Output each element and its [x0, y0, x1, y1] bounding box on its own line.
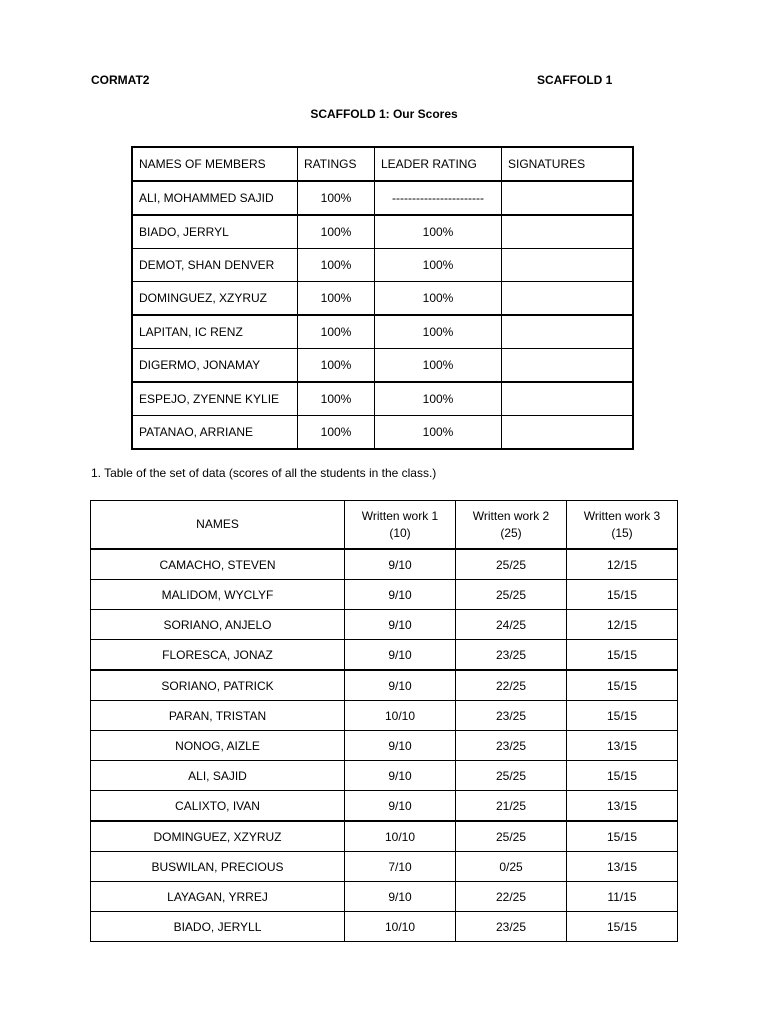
written-work-2-score: 25/25 [456, 761, 567, 791]
member-row [132, 282, 633, 316]
member-name: DOMINGUEZ, XZYRUZ [132, 282, 298, 316]
written-work-2-score: 23/25 [456, 731, 567, 761]
student-name: FLORESCA, JONAZ [91, 640, 345, 671]
written-work-3-score: 15/15 [567, 640, 678, 671]
leader-rating: 100% [375, 215, 502, 249]
student-score-row [91, 701, 678, 731]
student-score-row [91, 882, 678, 912]
written-work-3-score: 15/15 [567, 670, 678, 701]
written-work-1-score: 9/10 [345, 640, 456, 671]
member-row [132, 181, 633, 215]
leader-rating: 100% [375, 416, 502, 450]
written-work-2-score: 23/25 [456, 912, 567, 942]
written-work-1-score: 9/10 [345, 610, 456, 640]
written-work-3-score: 15/15 [567, 761, 678, 791]
written-work-2-score: 21/25 [456, 791, 567, 822]
document-title: SCAFFOLD 1: Our Scores [310, 107, 458, 121]
written-work-2-score: 23/25 [456, 640, 567, 671]
student-score-row [91, 610, 678, 640]
written-work-1-score: 9/10 [345, 670, 456, 701]
col-header-leader-rating: LEADER RATING [375, 147, 502, 181]
written-work-3-score: 15/15 [567, 821, 678, 852]
written-work-1-score: 9/10 [345, 731, 456, 761]
member-row [132, 249, 633, 282]
written-work-2-score: 25/25 [456, 821, 567, 852]
written-work-3-score: 13/15 [567, 852, 678, 882]
written-work-2-score: 23/25 [456, 701, 567, 731]
student-name: CAMACHO, STEVEN [91, 549, 345, 580]
member-rating: 100% [298, 416, 375, 450]
signature-cell [502, 181, 634, 215]
student-score-row [91, 549, 678, 580]
members-table-header-row [132, 147, 633, 181]
written-work-1-score: 9/10 [345, 882, 456, 912]
member-name: BIADO, JERRYL [132, 215, 298, 249]
col-header-signatures: SIGNATURES [502, 147, 634, 181]
written-work-3-score: 12/15 [567, 549, 678, 580]
col-header-written-work-2: Written work 2 (25) [456, 501, 567, 550]
col-header-written-work-1: Written work 1 (10) [345, 501, 456, 550]
member-row [132, 215, 633, 249]
member-name: PATANAO, ARRIANE [132, 416, 298, 450]
student-name: BIADO, JERYLL [91, 912, 345, 942]
student-score-row [91, 761, 678, 791]
student-name: NONOG, AIZLE [91, 731, 345, 761]
student-name: SORIANO, PATRICK [91, 670, 345, 701]
student-score-row [91, 640, 678, 671]
student-name: DOMINGUEZ, XZYRUZ [91, 821, 345, 852]
header-course-code: CORMAT2 [91, 73, 150, 87]
member-row [132, 315, 633, 349]
written-work-3-score: 15/15 [567, 701, 678, 731]
student-name: BUSWILAN, PRECIOUS [91, 852, 345, 882]
member-name: DIGERMO, JONAMAY [132, 349, 298, 383]
leader-rating: 100% [375, 382, 502, 416]
member-name: DEMOT, SHAN DENVER [132, 249, 298, 282]
written-work-1-score: 10/10 [345, 821, 456, 852]
member-name: ALI, MOHAMMED SAJID [132, 181, 298, 215]
col-header-names: NAMES [91, 501, 345, 550]
leader-rating: 100% [375, 349, 502, 383]
written-work-3-score: 12/15 [567, 610, 678, 640]
instruction-text: 1. Table of the set of data (scores of all the students in the class.) [91, 466, 437, 480]
written-work-1-score: 9/10 [345, 549, 456, 580]
leader-rating: 100% [375, 249, 502, 282]
written-work-3-score: 15/15 [567, 580, 678, 610]
member-rating: 100% [298, 382, 375, 416]
written-work-1-score: 9/10 [345, 580, 456, 610]
written-work-2-score: 22/25 [456, 670, 567, 701]
student-name: ALI, SAJID [91, 761, 345, 791]
col-header-ratings: RATINGS [298, 147, 375, 181]
student-score-row [91, 821, 678, 852]
member-rating: 100% [298, 181, 375, 215]
signature-cell [502, 315, 634, 349]
written-work-1-score: 10/10 [345, 912, 456, 942]
member-row [132, 349, 633, 383]
written-work-1-score: 9/10 [345, 791, 456, 822]
student-score-row [91, 670, 678, 701]
written-work-3-score: 13/15 [567, 731, 678, 761]
member-rating: 100% [298, 215, 375, 249]
written-work-2-score: 22/25 [456, 882, 567, 912]
member-rating: 100% [298, 249, 375, 282]
student-score-row [91, 852, 678, 882]
member-rating: 100% [298, 315, 375, 349]
scores-table-header-row [91, 501, 678, 550]
written-work-3-score: 11/15 [567, 882, 678, 912]
signature-cell [502, 349, 634, 383]
members-rating-table [131, 146, 634, 450]
student-name: MALIDOM, WYCLYF [91, 580, 345, 610]
written-work-2-score: 25/25 [456, 580, 567, 610]
student-name: CALIXTO, IVAN [91, 791, 345, 822]
written-work-1-score: 10/10 [345, 701, 456, 731]
written-work-1-score: 7/10 [345, 852, 456, 882]
member-row [132, 416, 633, 450]
member-name: LAPITAN, IC RENZ [132, 315, 298, 349]
leader-rating: 100% [375, 315, 502, 349]
member-rating: 100% [298, 349, 375, 383]
student-name: SORIANO, ANJELO [91, 610, 345, 640]
leader-rating: ----------------------- [375, 181, 502, 215]
written-work-2-score: 24/25 [456, 610, 567, 640]
member-row [132, 382, 633, 416]
written-work-2-score: 25/25 [456, 549, 567, 580]
student-score-row [91, 791, 678, 822]
signature-cell [502, 282, 634, 316]
signature-cell [502, 215, 634, 249]
member-name: ESPEJO, ZYENNE KYLIE [132, 382, 298, 416]
student-score-row [91, 731, 678, 761]
student-score-row [91, 580, 678, 610]
signature-cell [502, 382, 634, 416]
col-header-written-work-3: Written work 3 (15) [567, 501, 678, 550]
leader-rating: 100% [375, 282, 502, 316]
col-header-names-of-members: NAMES OF MEMBERS [132, 147, 298, 181]
student-score-row [91, 912, 678, 942]
student-name: LAYAGAN, YRREJ [91, 882, 345, 912]
signature-cell [502, 416, 634, 450]
header-scaffold-label: SCAFFOLD 1 [537, 73, 613, 87]
student-name: PARAN, TRISTAN [91, 701, 345, 731]
written-work-3-score: 13/15 [567, 791, 678, 822]
member-rating: 100% [298, 282, 375, 316]
written-work-3-score: 15/15 [567, 912, 678, 942]
class-scores-table [90, 500, 678, 942]
written-work-2-score: 0/25 [456, 852, 567, 882]
written-work-1-score: 9/10 [345, 761, 456, 791]
signature-cell [502, 249, 634, 282]
